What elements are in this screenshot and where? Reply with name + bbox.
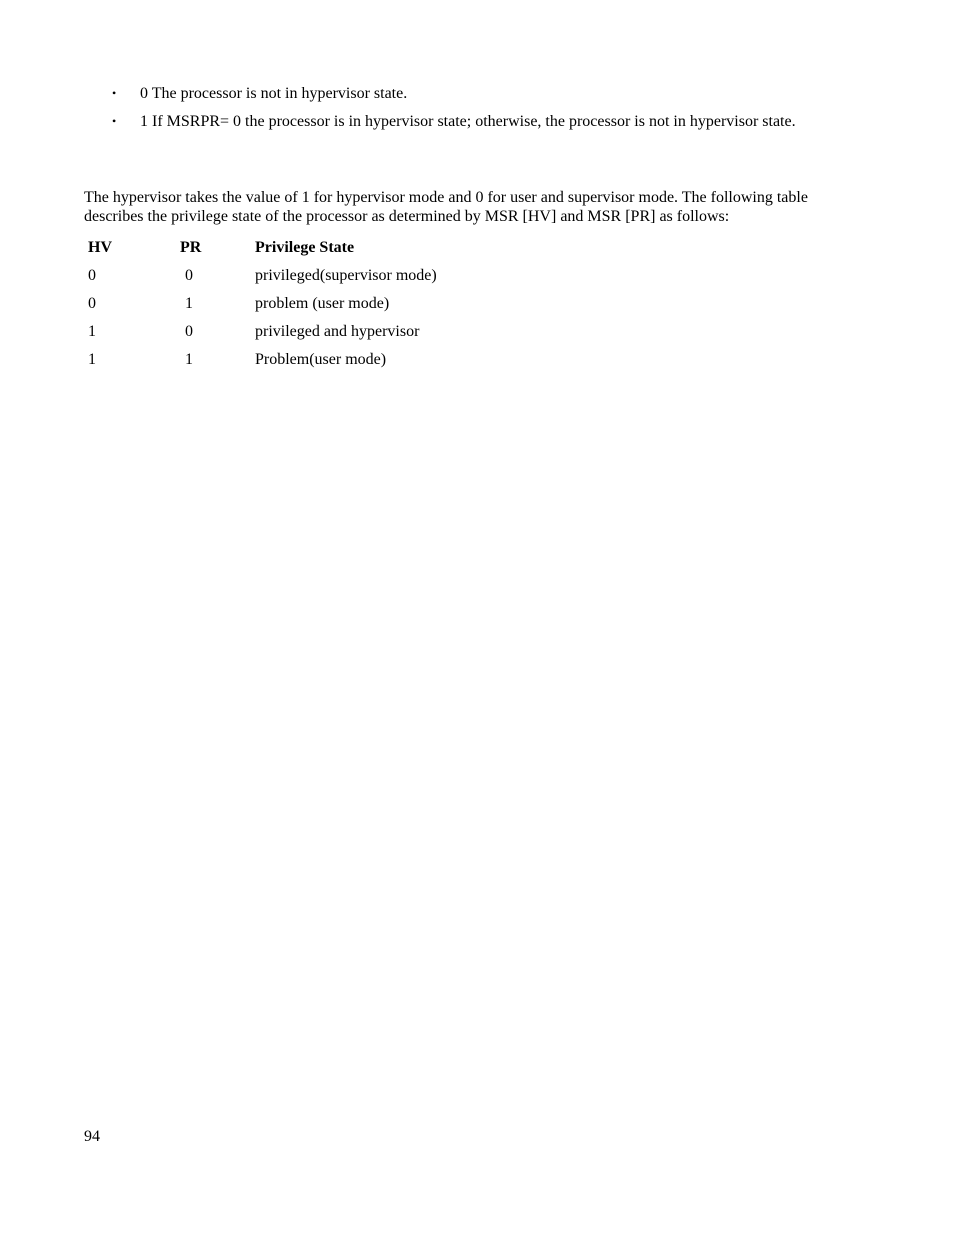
bullet-item [108, 112, 828, 131]
bullet-marker: • [112, 114, 117, 128]
cell-pr: 1 [185, 351, 193, 368]
bullet-marker: • [112, 86, 117, 100]
bullet-item [108, 84, 828, 103]
table-row [84, 262, 555, 290]
bullet-text: 0 The processor is not in hypervisor state. [140, 85, 408, 102]
cell-hv: 0 [88, 267, 96, 284]
page-number: 94 [84, 1128, 100, 1145]
body-paragraph: The hypervisor takes the value of 1 for hypervisor mode and 0 for user and supervisor mode. The following table describes the privilege state of the processor as determined by MSR [HV] and MSR [PR] as follows: [84, 189, 808, 225]
cell-privilege-state: privileged(supervisor mode) [255, 267, 437, 284]
table-row [84, 346, 555, 374]
cell-hv: 0 [88, 295, 96, 312]
header-pr: PR [180, 239, 202, 256]
table-row [84, 318, 555, 346]
cell-privilege-state: Problem(user mode) [255, 351, 387, 368]
cell-pr: 0 [185, 323, 193, 340]
cell-hv: 1 [88, 323, 96, 340]
cell-pr: 1 [185, 295, 193, 312]
privilege-state-table [84, 234, 555, 374]
header-hv: HV [88, 239, 112, 256]
table-header-row [84, 234, 555, 262]
table-row [84, 290, 555, 318]
hypervisor-state-bullet-list [108, 84, 828, 140]
cell-pr: 0 [185, 267, 193, 284]
cell-hv: 1 [88, 351, 96, 368]
cell-privilege-state: problem (user mode) [255, 295, 390, 312]
cell-privilege-state: privileged and hypervisor [255, 323, 420, 340]
bullet-text: 1 If MSRPR= 0 the processor is in hypervisor state; otherwise, the processor is not in hypervisor state. [140, 113, 796, 130]
header-privilege-state: Privilege State [255, 239, 355, 256]
